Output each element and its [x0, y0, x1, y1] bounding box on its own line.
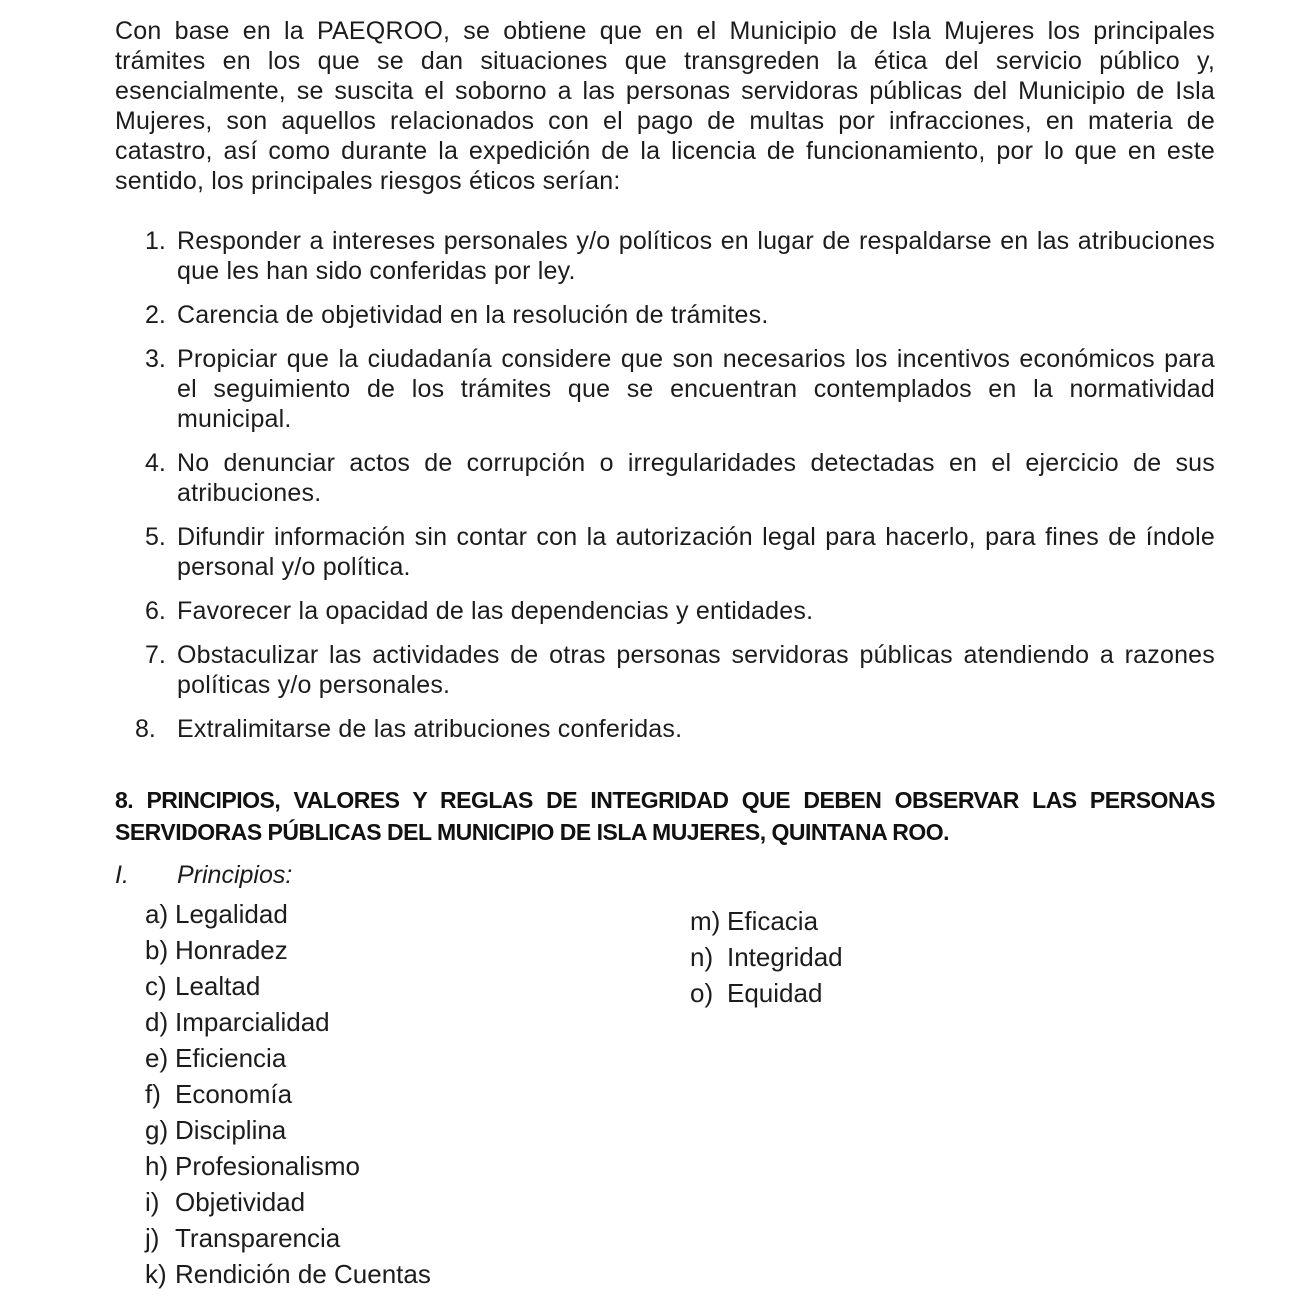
principle-label: Eficiencia — [175, 1043, 287, 1073]
intro-paragraph: Con base en la PAEQROO, se obtiene que en el Municipio de Isla Mujeres los principales trámites en los que se dan situaciones que transgreden la ética del servicio público y, esencialmente, se suscita el soborno a las personas servidoras públicas del Municipio de Isla Mujeres, son aquellos relacionados con el pago de multas por infracciones, en materia de catastro, así como durante la expedición de la licencia de funcionamiento, por lo que en este sentido, los principales riesgos éticos serían: — [115, 17, 1215, 195]
risk-number: 4. — [145, 449, 166, 477]
principles-column-left — [115, 896, 690, 1292]
principle-letter: e) — [145, 1043, 169, 1073]
principle-label: Integridad — [727, 942, 843, 972]
risk-item-7 — [115, 640, 1215, 700]
principles-columns — [115, 896, 1215, 1292]
risk-item-2 — [115, 300, 1215, 330]
risk-number: 8. — [135, 715, 156, 743]
principle-letter: k) — [145, 1259, 167, 1289]
risk-item-8 — [115, 714, 1215, 744]
principle-item — [115, 1220, 690, 1256]
principle-letter: h) — [145, 1151, 169, 1181]
principle-item — [115, 1112, 690, 1148]
principle-label: Economía — [175, 1079, 293, 1109]
principle-item — [115, 968, 690, 1004]
risk-text: No denunciar actos de corrupción o irregularidades detectadas en el ejercicio de sus atribuciones. — [177, 449, 1215, 507]
principles-title: Principios: — [177, 861, 293, 889]
risk-number: 1. — [145, 227, 166, 255]
document-content — [115, 16, 1215, 1292]
section-heading: 8. PRINCIPIOS, VALORES Y REGLAS DE INTEGRIDAD QUE DEBEN OBSERVAR LAS PERSONAS SERVIDORAS PÚBLICAS DEL MUNICIPIO DE ISLA MUJERES, QUINTANA ROO. — [115, 787, 1215, 845]
principle-item — [690, 975, 843, 1011]
ethical-risks-list — [115, 226, 1215, 744]
principle-letter: f) — [145, 1079, 161, 1109]
risk-item-5 — [115, 522, 1215, 582]
principle-item — [115, 1256, 690, 1292]
principle-label: Transparencia — [175, 1223, 341, 1253]
principle-letter: j) — [145, 1223, 160, 1253]
principle-letter: c) — [145, 971, 167, 1001]
principle-item — [690, 903, 843, 939]
risk-text: Favorecer la opacidad de las dependencias y entidades. — [177, 597, 814, 625]
principle-label: Objetividad — [175, 1187, 306, 1217]
risk-number: 3. — [145, 345, 166, 373]
principle-label: Profesionalismo — [175, 1151, 360, 1181]
risk-text: Carencia de objetividad en la resolución de trámites. — [177, 301, 769, 329]
risk-item-3 — [115, 344, 1215, 434]
risk-text: Difundir información sin contar con la autorización legal para hacerlo, para fines de índole personal y/o política. — [177, 523, 1215, 581]
risk-text: Extralimitarse de las atribuciones conferidas. — [177, 715, 683, 743]
principle-label: Legalidad — [175, 899, 288, 929]
principle-item — [115, 896, 690, 932]
principles-subheading — [115, 860, 1215, 890]
principle-letter: b) — [145, 935, 169, 965]
principle-label: Rendición de Cuentas — [175, 1259, 431, 1289]
risk-text: Propiciar que la ciudadanía considere que son necesarios los incentivos económicos para el seguimiento de los trámites que se encuentran contemplados en la normatividad municipal. — [177, 345, 1215, 433]
risk-item-4 — [115, 448, 1215, 508]
principle-item — [690, 939, 843, 975]
principle-letter: d) — [145, 1007, 169, 1037]
risk-text: Obstaculizar las actividades de otras personas servidoras públicas atendiendo a razones políticas y/o personales. — [177, 641, 1215, 699]
risk-item-6 — [115, 596, 1215, 626]
principle-letter: i) — [145, 1187, 160, 1217]
principle-item — [115, 932, 690, 968]
principle-label: Lealtad — [175, 971, 261, 1001]
principle-label: Honradez — [175, 935, 288, 965]
risk-item-1 — [115, 226, 1215, 286]
principle-item — [115, 1184, 690, 1220]
principle-letter: m) — [690, 906, 721, 936]
principle-item — [115, 1148, 690, 1184]
risk-number: 5. — [145, 523, 166, 551]
principle-item — [115, 1076, 690, 1112]
principle-label: Disciplina — [175, 1115, 287, 1145]
risk-number: 6. — [145, 597, 166, 625]
principle-label: Eficacia — [727, 906, 819, 936]
principle-letter: o) — [690, 978, 714, 1008]
risk-text: Responder a intereses personales y/o políticos en lugar de respaldarse en las atribuciones que les han sido conferidas por ley. — [177, 227, 1215, 285]
principle-letter: n) — [690, 942, 714, 972]
principle-label: Equidad — [727, 978, 823, 1008]
principle-label: Imparcialidad — [175, 1007, 330, 1037]
roman-numeral: I. — [115, 861, 129, 889]
principles-column-right — [690, 896, 843, 1011]
risk-number: 2. — [145, 301, 166, 329]
principle-letter: a) — [145, 899, 169, 929]
risk-number: 7. — [145, 641, 166, 669]
principle-item — [115, 1004, 690, 1040]
principle-letter: g) — [145, 1115, 169, 1145]
principle-item — [115, 1040, 690, 1076]
